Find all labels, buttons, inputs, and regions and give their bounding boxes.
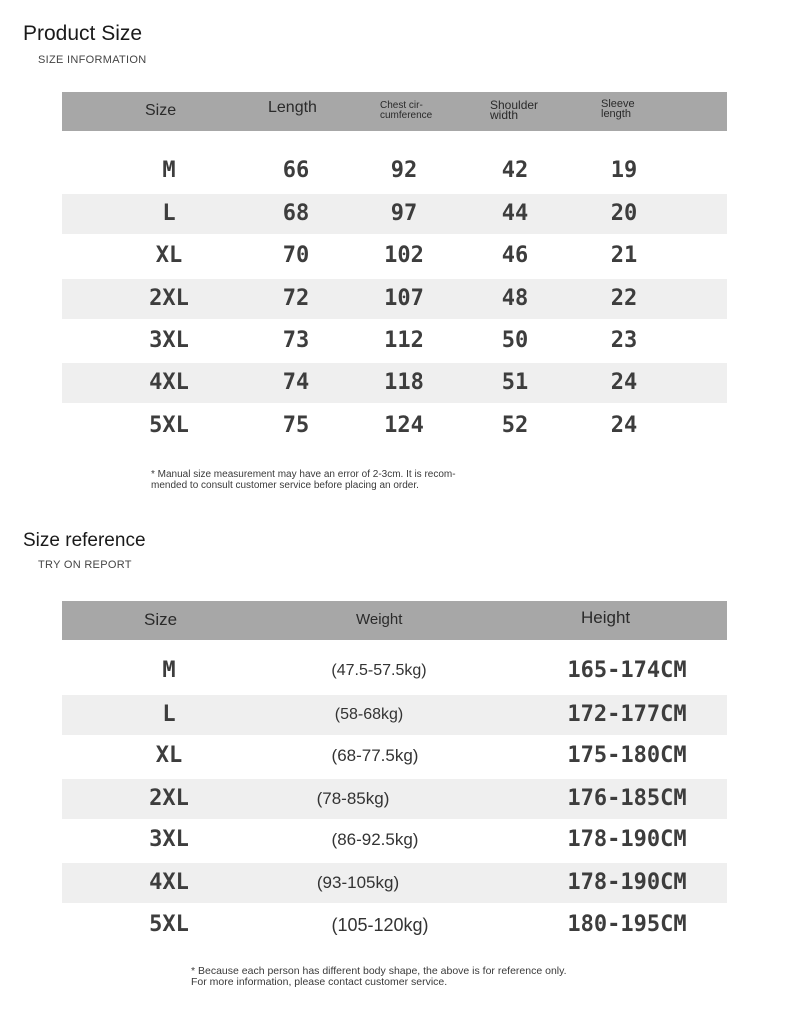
cell-chest: 112 bbox=[384, 328, 424, 353]
measurement-note-line1: * Manual size measurement may have an error of 2-3cm. It is recom- bbox=[151, 469, 456, 480]
table-row bbox=[62, 736, 727, 776]
header-height: Height bbox=[581, 608, 631, 627]
measurement-note-line2: mended to consult customer service before placing an order. bbox=[151, 480, 419, 491]
header-shoulder-line1: Shoulder bbox=[490, 98, 539, 112]
header-size: Size bbox=[144, 610, 178, 629]
cell-size: 4XL bbox=[149, 870, 189, 895]
product-size-table-header bbox=[62, 92, 727, 131]
cell-sleeve: 24 bbox=[610, 370, 638, 395]
cell-height: 178-190CM bbox=[567, 827, 687, 852]
cell-size: L bbox=[162, 702, 176, 727]
cell-height: 175-180CM bbox=[567, 743, 687, 768]
cell-length: 73 bbox=[282, 328, 310, 353]
product-size-title: Product Size bbox=[23, 22, 143, 45]
cell-sleeve: 19 bbox=[610, 158, 638, 183]
reference-note bbox=[191, 966, 567, 988]
header-size: Size bbox=[145, 102, 177, 119]
cell-size: 5XL bbox=[149, 912, 189, 937]
header-sleeve-line2: length bbox=[601, 108, 631, 120]
cell-size: 5XL bbox=[149, 413, 189, 438]
cell-chest: 102 bbox=[384, 243, 424, 268]
table-row bbox=[62, 406, 727, 446]
cell-chest: 107 bbox=[384, 286, 424, 311]
product-size-subtitle: SIZE INFORMATION bbox=[38, 54, 147, 66]
table-row bbox=[62, 236, 727, 276]
cell-size: 2XL bbox=[149, 286, 189, 311]
table-row bbox=[62, 363, 727, 403]
cell-weight: (93-105kg) bbox=[316, 873, 400, 892]
cell-weight: (68-77.5kg) bbox=[331, 746, 419, 765]
measurement-note bbox=[151, 469, 456, 491]
size-reference-subtitle: TRY ON REPORT bbox=[38, 559, 132, 571]
cell-weight: (86-92.5kg) bbox=[331, 830, 419, 849]
table-row bbox=[62, 194, 727, 234]
cell-height: 165-174CM bbox=[567, 658, 687, 683]
cell-size: M bbox=[162, 658, 176, 683]
table-row bbox=[62, 151, 727, 191]
cell-height: 176-185CM bbox=[567, 786, 687, 811]
cell-size: 3XL bbox=[149, 827, 189, 852]
table-row bbox=[62, 695, 727, 735]
reference-note-line2: For more information, please contact customer service. bbox=[191, 976, 448, 988]
cell-length: 72 bbox=[282, 286, 310, 311]
cell-sleeve: 21 bbox=[610, 243, 638, 268]
cell-shoulder: 51 bbox=[501, 370, 529, 395]
cell-size: 3XL bbox=[149, 328, 189, 353]
cell-size: M bbox=[162, 158, 176, 183]
table-row bbox=[62, 779, 727, 819]
header-shoulder-width bbox=[490, 100, 538, 120]
cell-sleeve: 20 bbox=[610, 201, 638, 226]
size-reference-title: Size reference bbox=[23, 530, 146, 551]
table-row bbox=[62, 820, 727, 860]
reference-note-line1: * Because each person has different body shape, the above is for reference only. bbox=[191, 965, 567, 977]
cell-weight: (58-68kg) bbox=[334, 706, 404, 723]
table-row bbox=[62, 321, 727, 361]
cell-sleeve: 22 bbox=[610, 286, 638, 311]
header-shoulder-line2: width bbox=[490, 108, 519, 122]
cell-length: 75 bbox=[282, 413, 310, 438]
cell-size: 4XL bbox=[149, 370, 189, 395]
cell-weight: (105-120kg) bbox=[331, 915, 429, 935]
header-chest-circumference bbox=[380, 101, 432, 121]
cell-chest: 92 bbox=[390, 158, 418, 183]
cell-shoulder: 44 bbox=[501, 201, 529, 226]
header-chest-line2: cumference bbox=[380, 110, 433, 121]
header-sleeve-line1: Sleeve bbox=[601, 98, 635, 110]
cell-height: 178-190CM bbox=[567, 870, 687, 895]
cell-shoulder: 52 bbox=[501, 413, 529, 438]
cell-sleeve: 24 bbox=[610, 413, 638, 438]
table-row bbox=[62, 863, 727, 903]
cell-size: XL bbox=[155, 243, 183, 268]
cell-shoulder: 46 bbox=[501, 243, 529, 268]
table-row bbox=[62, 279, 727, 319]
header-length: Length bbox=[268, 99, 317, 116]
cell-length: 68 bbox=[282, 201, 310, 226]
cell-chest: 118 bbox=[384, 370, 424, 395]
header-weight: Weight bbox=[356, 611, 403, 628]
cell-shoulder: 48 bbox=[501, 286, 529, 311]
cell-height: 172-177CM bbox=[567, 702, 687, 727]
table-row bbox=[62, 905, 727, 945]
cell-weight: (78-85kg) bbox=[316, 789, 390, 808]
cell-chest: 97 bbox=[390, 201, 418, 226]
cell-length: 70 bbox=[282, 243, 310, 268]
cell-chest: 124 bbox=[384, 413, 424, 438]
cell-size: L bbox=[162, 201, 176, 226]
cell-length: 74 bbox=[282, 370, 310, 395]
cell-shoulder: 42 bbox=[501, 158, 529, 183]
cell-weight: (47.5-57.5kg) bbox=[331, 662, 427, 679]
header-chest-line1: Chest cir- bbox=[380, 100, 423, 111]
cell-shoulder: 50 bbox=[501, 328, 529, 353]
cell-sleeve: 23 bbox=[610, 328, 638, 353]
size-reference-table-header bbox=[62, 601, 727, 640]
cell-size: 2XL bbox=[149, 786, 189, 811]
header-sleeve-length bbox=[601, 99, 635, 119]
cell-size: XL bbox=[155, 743, 183, 768]
table-row bbox=[62, 651, 727, 691]
cell-height: 180-195CM bbox=[567, 912, 687, 937]
cell-length: 66 bbox=[282, 158, 310, 183]
